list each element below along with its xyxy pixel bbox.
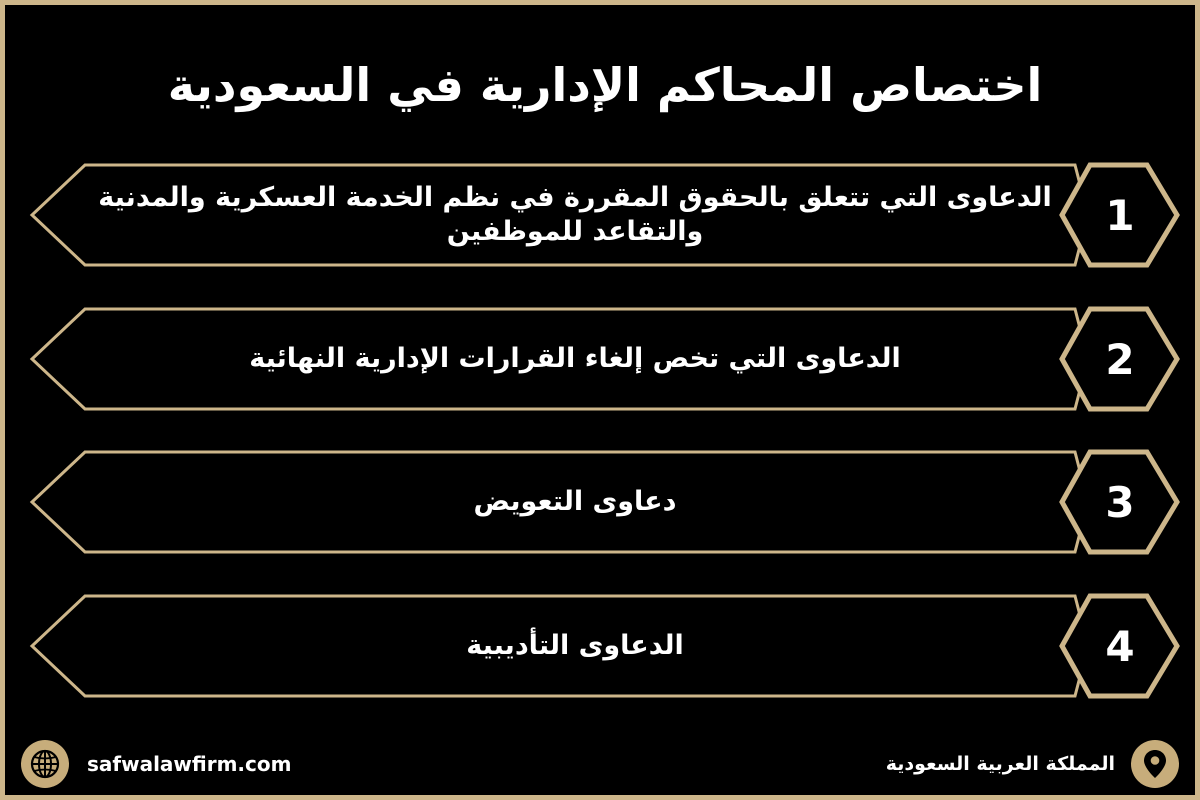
footer-location (886, 739, 1179, 789)
list-item-3 (25, 449, 1185, 555)
item-2-text: الدعاوى التي تخص إلغاء القرارات الإدارية النهائية (249, 343, 901, 374)
globe-icon (21, 740, 69, 788)
item-1-number: 1 (1105, 190, 1135, 240)
item-1-text: الدعاوى التي تتعلق بالحقوق المقررة في نظم الخدمة العسكرية والمدنية والتقاعد للموظفين (98, 182, 1052, 247)
item-4-text: الدعاوى التأديبية (466, 630, 684, 661)
list-item-4 (25, 593, 1185, 699)
item-3-text: دعاوى التعويض (473, 486, 677, 517)
list-item-2 (25, 306, 1185, 412)
website-link[interactable]: safwalawfirm.com (87, 752, 292, 776)
item-2-number: 2 (1105, 334, 1135, 384)
item-4-number: 4 (1105, 621, 1135, 671)
item-3-number: 3 (1105, 477, 1135, 527)
map-pin-icon (1131, 740, 1179, 788)
footer-website (21, 739, 291, 789)
page-title: اختصاص المحاكم الإدارية في السعودية (167, 58, 1043, 112)
location-label: المملكة العربية السعودية (885, 753, 1115, 775)
list-item-1 (25, 162, 1185, 268)
